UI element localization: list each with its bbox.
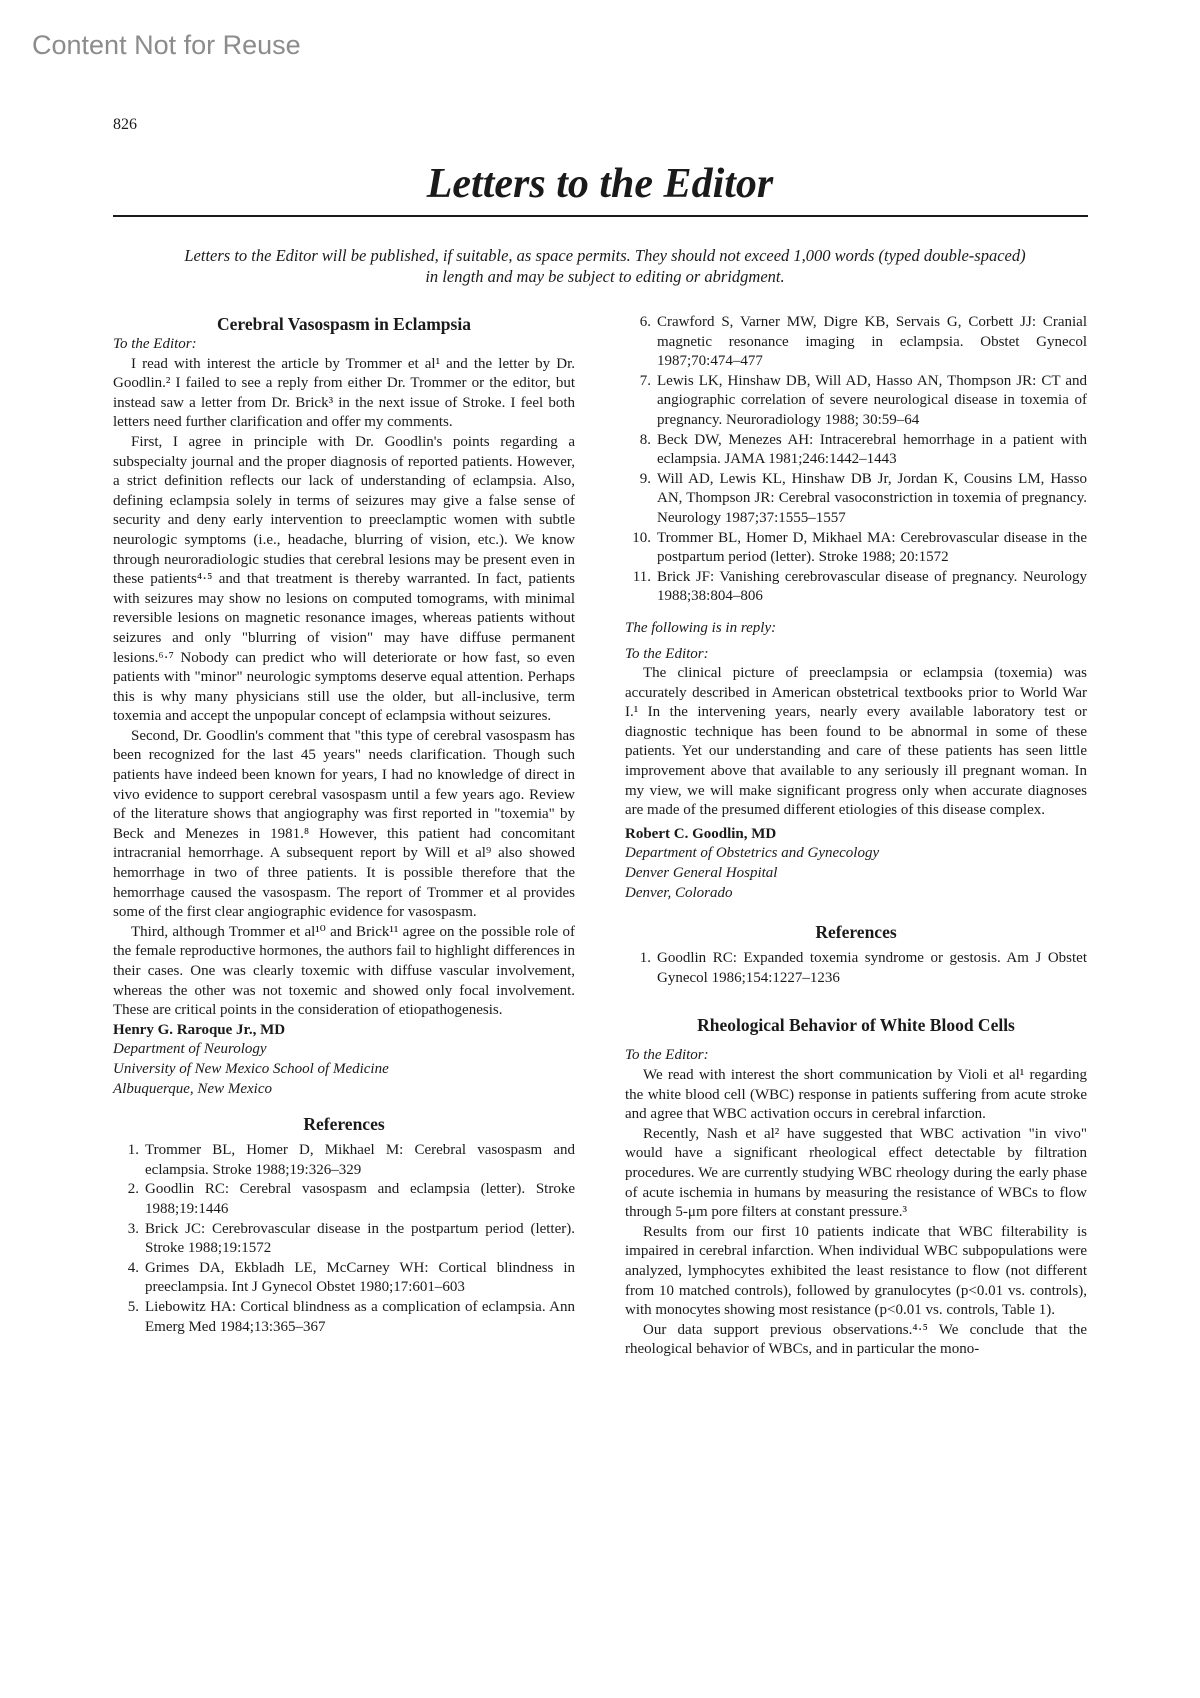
references-heading: References [815,922,897,943]
reference-list-continued [625,313,1087,607]
salutation: To the Editor: [113,336,197,352]
reply-header: The following is in reply: [625,619,777,636]
reference-item: 2. Goodlin RC: Cerebral vasospasm and eclampsia (letter). Stroke 1988;19:1446 [127,1181,575,1217]
reference-list [113,1141,575,1337]
page-number: 826 [113,116,137,133]
letter-heading: Rheological Behavior of White Blood Cells [697,1015,1015,1036]
signature-affiliation: Department of Obstetrics and Gynecology [625,845,880,862]
left-column [113,313,575,1337]
reference-item: 1. Goodlin RC: Expanded toxemia syndrome or gestosis. Am J Obstet Gynecol 1986;154:1227–1236 [639,950,1087,986]
letter-paragraph: Results from our first 10 patients indicate that WBC filterability is impaired in cerebral infarction. When individual WBC subpopulations were analyzed, lymphocytes exhibited the least resistance to flow (not different from 10 matched controls), followed by granulocytes (p<0.01 vs. controls), with monocytes showing most resistance (p<0.01 vs. controls, Table 1). [625,1223,1087,1319]
reference-item: 7. Lewis LK, Hinshaw DB, Will AD, Hasso AN, Thompson JR: CT and angiographic correlation of severe neurological disease in toxemia of pregnancy. Neuroradiology 1988; 30:59–64 [639,372,1087,428]
letter-paragraph: Our data support previous observations.⁴·⁵ We conclude that the rheological behavior of WBCs, and in particular the mono- [625,1321,1087,1358]
reference-item: 9. Will AD, Lewis KL, Hinshaw DB Jr, Jordan K, Cousins LM, Hasso AN, Thompson JR: Cerebral vasoconstriction in toxemia of pregnancy. Neurology 1987;37:1555–1557 [639,470,1087,526]
letter-paragraph: Third, although Trommer et al¹⁰ and Brick¹¹ agree on the possible role of the female reproductive hormones, the authors fail to highlight differences in their cases. One was clearly toxemic with diffuse vascular involvement, whereas the other was not toxemic and showed only focal involvement. These are critical points in the consideration of etiopathogenesis. [113,923,575,1019]
letter-paragraph: We read with interest the short communication by Violi et al¹ regarding the white blood cell (WBC) response in patients suffering from acute stroke and agree that WBC activation occurs in cerebral infarction. [625,1067,1087,1123]
page-title: Letters to the Editor [426,161,774,207]
letter-paragraph: First, I agree in principle with Dr. Goodlin's points regarding a subspecialty journal and the proper diagnosis of reported patients. However, a strict definition reflects our lack of understanding of eclampsia. Also, defining eclampsia solely in terms of seizures may give a false sense of security and deny early intervention to preeclamptic women with subtle neurologic symptoms (i.e., headache, blurring of vision, etc.). We know through neuroradiologic studies that cerebral lesions may be present even in these patients⁴·⁵ and that treatment is thereby warranted. In fact, patients with seizures may show no lesions on computed tomograms, with minimal reversible lesions on magnetic resonance images, whereas patients without seizures and only "blurring of vision" may have diffuse permanent lesions.⁶·⁷ Nobody can predict who will deteriorate or how fast, so even patients with "minor" neurologic symptoms deserve equal attention. Perhaps this is why many physicians still use the older, but all-inclusive, term toxemia and accept the unpopular concept of eclampsia without seizures. [113,433,575,725]
signature-affiliation: Albuquerque, New Mexico [113,1080,272,1097]
letter-paragraph: I read with interest the article by Trommer et al¹ and the letter by Dr. Goodlin.² I failed to see a reply from either Dr. Trommer or the editor, but instead saw a letter from Dr. Brick³ in the next issue of Stroke. I feel both letters need further clarification and offer my comments. [113,355,575,431]
title-rule [113,215,1088,217]
references-heading: References [303,1114,385,1135]
letter-heading: Cerebral Vasospasm in Eclampsia [217,314,471,334]
signature-name: Robert C. Goodlin, MD [625,825,777,842]
reference-list [625,949,1087,988]
salutation: To the Editor: [625,645,709,662]
salutation: To the Editor: [625,1047,709,1064]
signature-affiliation: Denver, Colorado [625,884,733,901]
signature-affiliation: University of New Mexico School of Medicine [113,1060,389,1077]
reference-item: 8. Beck DW, Menezes AH: Intracerebral hemorrhage in a patient with eclampsia. JAMA 1981;246:1442–1443 [639,431,1087,468]
signature-name: Henry G. Raroque Jr., MD [113,1021,286,1038]
right-column [625,313,1087,1360]
reference-item: 4. Grimes DA, Ekbladh LE, McCarney WH: Cortical blindness in preeclampsia. Int J Gynecol Obstet 1980;17:601–603 [127,1259,575,1296]
intro-note: Letters to the Editor will be published, if suitable, as space permits. They should not exceed 1,000 words (typed double-spaced) in length and may be subject to editing or abridgment. [184,246,1026,286]
signature-affiliation: Denver General Hospital [625,865,778,882]
signature-affiliation: Department of Neurology [113,1041,267,1058]
reference-item: 6. Crawford S, Varner MW, Digre KB, Servais G, Corbett JJ: Cranial magnetic resonance imaging in eclampsia. Obstet Gynecol 1987;70:474–477 [639,314,1087,370]
reference-item: 3. Brick JC: Cerebrovascular disease in the postpartum period (letter). Stroke 1988;19:1572 [127,1220,575,1257]
reference-item: 10. Trommer BL, Homer D, Mikhael MA: Cerebrovascular disease in the postpartum period (letter). Stroke 1988; 20:1572 [632,529,1087,566]
reference-item: 5. Liebowitz HA: Cortical blindness as a complication of eclampsia. Ann Emerg Med 1984;13:365–367 [127,1298,575,1335]
reference-item: 1. Trommer BL, Homer D, Mikhael M: Cerebral vasospasm and eclampsia. Stroke 1988;19:326–329 [127,1142,575,1178]
reference-item: 11. Brick JF: Vanishing cerebrovascular disease of pregnancy. Neurology 1988;38:804–806 [632,568,1087,605]
reply-paragraph: The clinical picture of preeclampsia or eclampsia (toxemia) was accurately described in American obstetrical textbooks prior to World War I.¹ In the intervening years, nearly every available laboratory test or diagnostic technique has been found to be abnormal in some of these patients. Yet our understanding and care of these patients has seen little improvement above that available to any seriously ill pregnant woman. In my view, we will make significant progress only when accurate diagnoses are made of the presumed different etiologies of this disease complex. [625,665,1087,819]
watermark: Content Not for Reuse [32,30,301,60]
letter-paragraph: Second, Dr. Goodlin's comment that "this type of cerebral vasospasm has been recognized for the last 45 years" needs clarification. Though such patients have indeed been known for years, I had no knowledge of direct in vivo evidence to support cerebral vasospasm until a few years ago. Review of the literature shows that angiography was first reported in "toxemia" by Beck and Menezes in 1981.⁸ However, this patient had concomitant intracranial hemorrhage. A subsequent report by Will et al⁹ also showed hemorrhage in two of three patients. It is possible therefore that the hemorrhage caused the vasospasm. The report of Trommer et al provides some of the first clear angiographic evidence for vasospasm. [113,727,575,921]
letter-paragraph: Recently, Nash et al² have suggested that WBC activation "in vivo" would have a significant rheological effect detectable by filtration procedures. We are currently studying WBC rheology during the early phase of acute ischemia in humans by measuring the resistance of WBCs to flow through 5-μm pore filters at constant pressure.³ [625,1125,1087,1221]
